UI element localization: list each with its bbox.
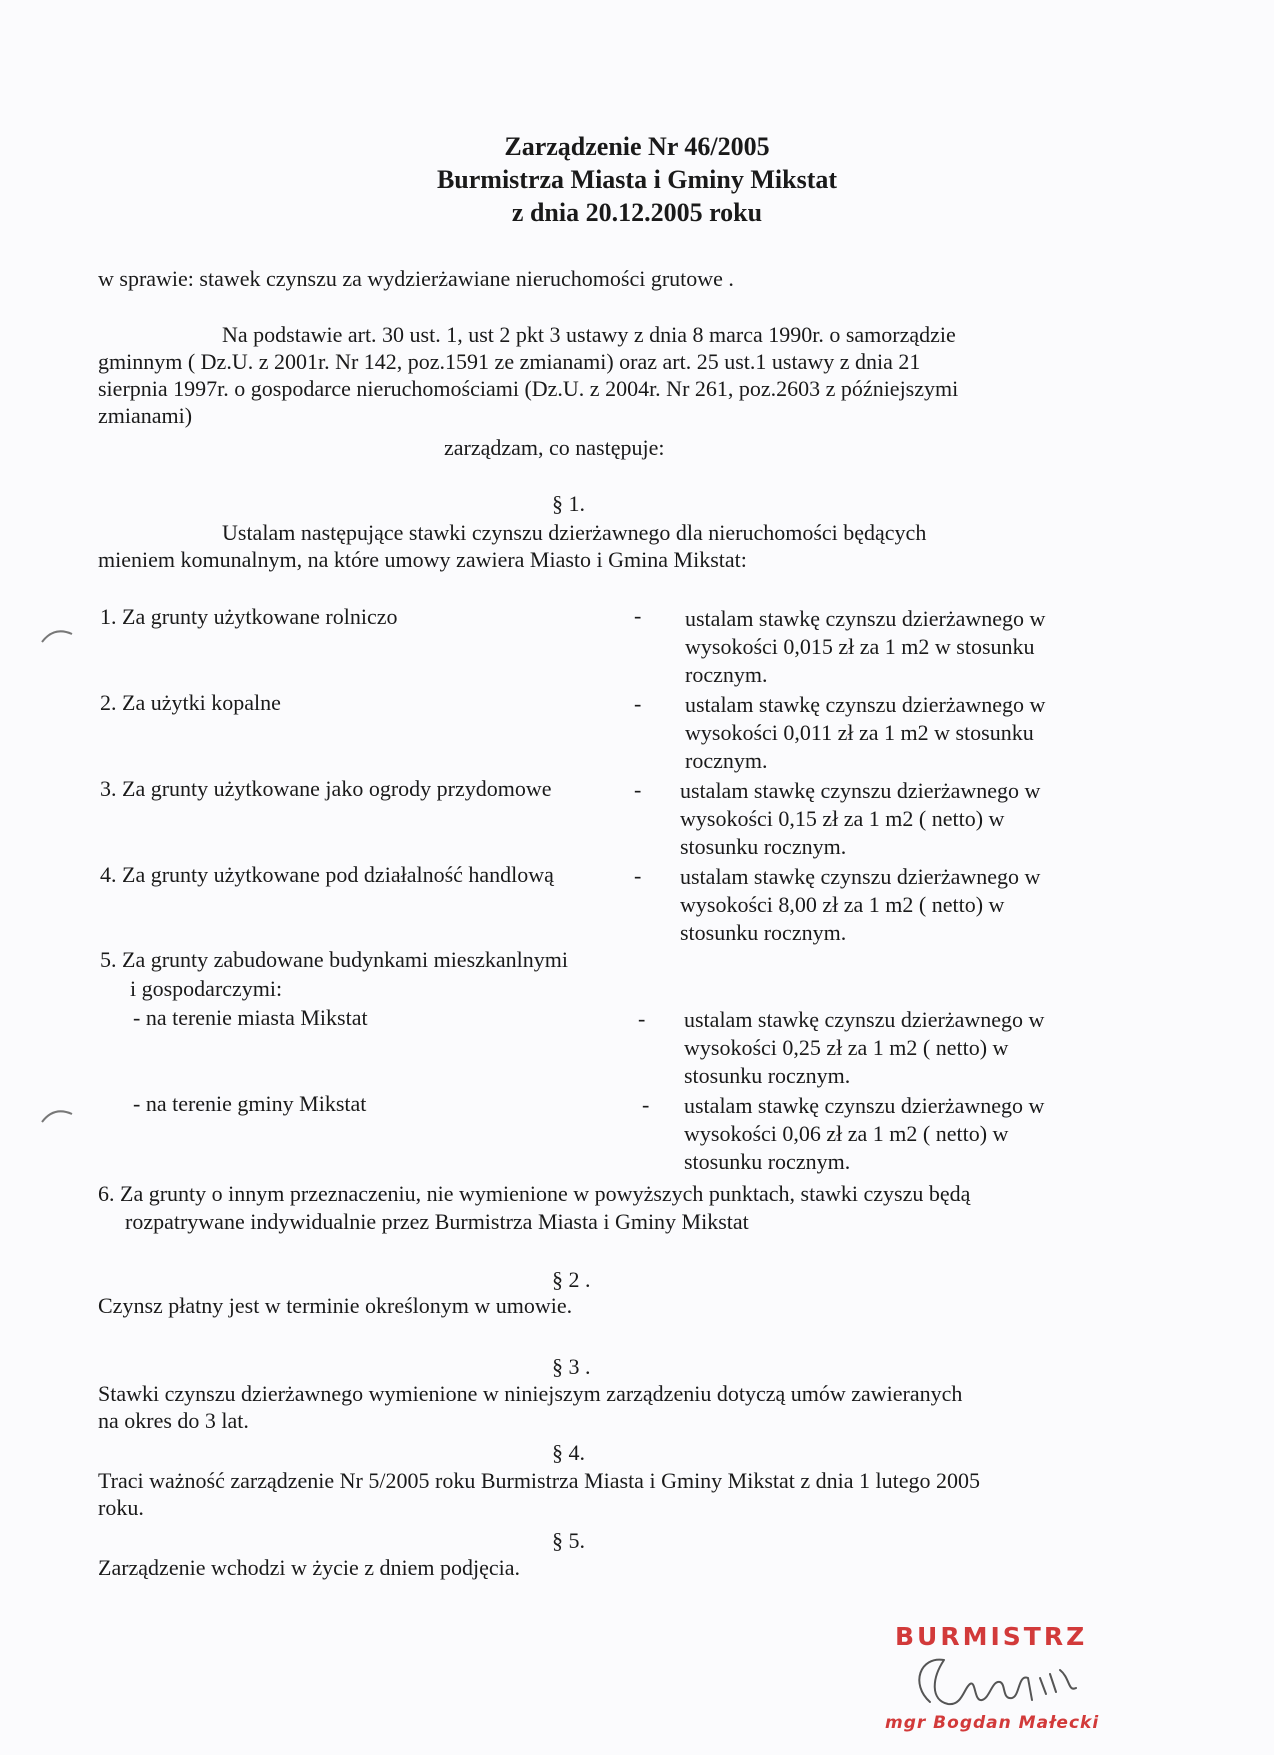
stamp-title: BURMISTRZ bbox=[895, 1622, 1088, 1651]
rate-line: wysokości 8,00 zł za 1 m2 ( netto) w bbox=[680, 892, 1005, 917]
rate-line: ustalam stawkę czynszu dzierżawnego w bbox=[684, 1093, 1045, 1118]
rate-line: wysokości 0,15 zł za 1 m2 ( netto) w bbox=[680, 806, 1005, 831]
section-4-line-1: Traci ważność zarządzenie Nr 5/2005 roku Burmistrza Miasta i Gminy Mikstat z dnia 1 lutego 2005 bbox=[98, 1468, 981, 1493]
rate-item-5b-label: - na terenie gminy Mikstat bbox=[133, 1091, 367, 1116]
rate-item-5-line-2: i gospodarczymi: bbox=[130, 976, 283, 1001]
rate-line: wysokości 0,015 zł za 1 m2 w stosunku bbox=[685, 634, 1035, 659]
rate-line: ustalam stawkę czynszu dzierżawnego w bbox=[680, 778, 1041, 803]
rate-line: rocznym. bbox=[685, 662, 768, 687]
rate-line: ustalam stawkę czynszu dzierżawnego w bbox=[685, 692, 1046, 717]
title-line-1: Zarządzenie Nr 46/2005 bbox=[504, 132, 770, 161]
rate-item-5b-dash: - bbox=[642, 1092, 650, 1117]
section-5-heading: § 5. bbox=[552, 1528, 585, 1553]
subject-line: w sprawie: stawek czynszu za wydzierżawiane nieruchomości grutowe . bbox=[98, 266, 734, 291]
preamble-line-2: gminnym ( Dz.U. z 2001r. Nr 142, poz.1591 ze zmianami) oraz art. 25 ust.1 ustawy z dnia 21 bbox=[98, 349, 921, 374]
rate-item-1-label: 1. Za grunty użytkowane rolniczo bbox=[100, 604, 398, 629]
rate-line: stosunku rocznym. bbox=[684, 1063, 851, 1088]
title-line-3: z dnia 20.12.2005 roku bbox=[511, 198, 763, 227]
rate-line: wysokości 0,25 zł za 1 m2 ( netto) w bbox=[684, 1035, 1009, 1060]
rate-line: ustalam stawkę czynszu dzierżawnego w bbox=[685, 606, 1046, 631]
preamble-line-4: zmianami) bbox=[98, 403, 193, 428]
section-2-text: Czynsz płatny jest w terminie określonym w umowie. bbox=[98, 1293, 573, 1318]
rate-item-2-label: 2. Za użytki kopalne bbox=[100, 690, 281, 715]
rate-item-6-line-1: 6. Za grunty o innym przeznaczeniu, nie wymienione w powyższych punktach, stawki czyszu będą bbox=[98, 1181, 971, 1206]
rate-line: stosunku rocznym. bbox=[680, 834, 847, 859]
rate-item-4-text bbox=[680, 863, 1110, 947]
preamble-line-1: Na podstawie art. 30 ust. 1, ust 2 pkt 3 ustawy z dnia 8 marca 1990r. o samorządzie bbox=[222, 322, 956, 347]
section-3-heading: § 3 . bbox=[552, 1354, 591, 1379]
rate-item-3-label: 3. Za grunty użytkowane jako ogrody przydomowe bbox=[100, 776, 552, 801]
rate-item-4-dash: - bbox=[634, 863, 642, 888]
rate-item-5a-dash: - bbox=[638, 1006, 646, 1031]
rate-item-1-dash: - bbox=[634, 603, 642, 628]
rate-line: ustalam stawkę czynszu dzierżawnego w bbox=[684, 1007, 1045, 1032]
rate-line: wysokości 0,06 zł za 1 m2 ( netto) w bbox=[684, 1121, 1009, 1146]
document-title bbox=[0, 130, 1274, 229]
rate-item-4-label: 4. Za grunty użytkowane pod działalność handlową bbox=[100, 862, 554, 887]
rate-item-1-text bbox=[685, 605, 1115, 689]
rate-item-5b-text bbox=[684, 1092, 1114, 1176]
preamble-line-3: sierpnia 1997r. o gospodarce nieruchomościami (Dz.U. z 2004r. Nr 261, poz.2603 z późniejszymi bbox=[98, 376, 959, 401]
rate-item-6-line-2: rozpatrywane indywidualnie przez Burmistrza Miasta i Gminy Mikstat bbox=[125, 1209, 749, 1234]
section-4-line-2: roku. bbox=[98, 1495, 144, 1520]
stamp-name: mgr Bogdan Małecki bbox=[885, 1713, 1100, 1733]
rate-item-2-dash: - bbox=[634, 691, 642, 716]
rate-item-3-text bbox=[680, 777, 1110, 861]
section-2-heading: § 2 . bbox=[552, 1267, 591, 1292]
title-line-2: Burmistrza Miasta i Gminy Mikstat bbox=[436, 165, 838, 194]
rate-item-3-dash: - bbox=[634, 777, 642, 802]
section-1-heading: § 1. bbox=[552, 491, 585, 516]
section-3-line-2: na okres do 3 lat. bbox=[98, 1408, 249, 1433]
decree-line: zarządzam, co następuje: bbox=[444, 435, 665, 460]
punch-hole-mark bbox=[38, 620, 78, 650]
rate-line: wysokości 0,011 zł za 1 m2 w stosunku bbox=[685, 720, 1034, 745]
rate-line: stosunku rocznym. bbox=[684, 1149, 851, 1174]
section-1-intro-2: mieniem komunalnym, na które umowy zawiera Miasto i Gmina Mikstat: bbox=[98, 547, 747, 572]
signature-scribble bbox=[900, 1644, 1100, 1724]
section-3-line-1: Stawki czynszu dzierżawnego wymienione w niniejszym zarządzeniu dotyczą umów zawieranych bbox=[98, 1381, 963, 1406]
section-4-heading: § 4. bbox=[552, 1440, 585, 1465]
rate-item-5-line-1: 5. Za grunty zabudowane budynkami mieszkanlnymi bbox=[100, 947, 568, 972]
rate-item-5a-text bbox=[684, 1006, 1114, 1090]
rate-line: rocznym. bbox=[685, 748, 768, 773]
section-1-intro-1: Ustalam następujące stawki czynszu dzierżawnego dla nieruchomości będących bbox=[222, 520, 927, 545]
punch-hole-mark bbox=[38, 1100, 78, 1130]
rate-item-2-text bbox=[685, 691, 1115, 775]
rate-line: stosunku rocznym. bbox=[680, 920, 847, 945]
rate-line: ustalam stawkę czynszu dzierżawnego w bbox=[680, 864, 1041, 889]
rate-item-5a-label: - na terenie miasta Mikstat bbox=[133, 1005, 368, 1030]
section-5-text: Zarządzenie wchodzi w życie z dniem podjęcia. bbox=[98, 1555, 521, 1580]
